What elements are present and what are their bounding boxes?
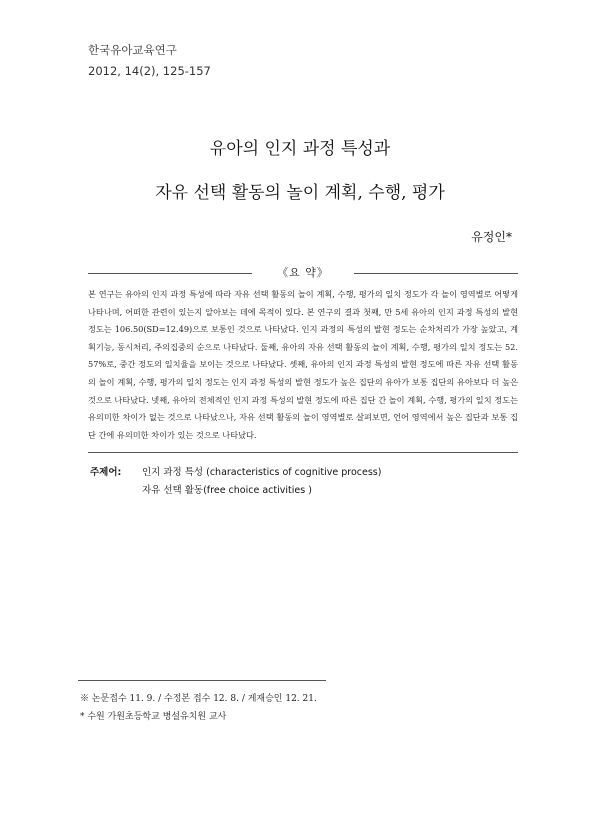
author-name: 유정인* (471, 230, 512, 244)
footnotes (80, 690, 317, 726)
footnote-affiliation: * 수원 가원초등학교 병설유치원 교사 (80, 712, 227, 722)
keywords-label: 주제어: (90, 467, 122, 478)
paper-title-line2: 자유 선택 활동의 놀이 계획, 수행, 평가 (155, 183, 445, 203)
abstract-body: 본 연구는 유아의 인지 과정 특성에 따라 자유 선택 활동의 놀이 계획, 수행, 평가의 일치 정도가 각 놀이 영역별로 어떻게 나타나며, 어떠한 관련이 있는지 알아보는 데에 목적이 있다. 본 연구의 결과 첫째, 만 5세 유아의 인지 과정 특성의 발현 정도는 106.50(SD=12.49)으로 보통인 것으로 나타났다. 인지 과정의 특성의 발현 정도는 순차처리가 가장 높았고, 계획기능, 동시처리, 주의집중의 순으로 나타났다. 둘째, 유아의 자유 선택 활동의 놀이 계획, 수행, 평가의 일치 정도는 52.57%로, 중간 정도의 일치율을 보이는 것으로 나타났다. 셋째, 유아의 인지 과정 특성의 발현 정도에 따른 자유 선택 활동의 놀이 계획, 수행, 평가의 일치 정도는 인지 과정 특성의 발현 정도가 높은 집단의 유아가 보통 집단의 유아보다 더 높은 것으로 나타났다. 넷째, 유아의 전체적인 인지 과정 특성의 발현 정도에 따른 집단 간 놀이 계획, 수행, 평가의 일치 정도는 유의미한 차이가 없는 것으로 나타났으나, 자유 선택 활동의 놀이 영역별로 살펴보면, 언어 영역에서 높은 집단과 보통 집단 간에 유의미한 차이가 있는 것으로 나타났다. (88, 289, 518, 440)
journal-citation: 2012, 14(2), 125-157 (88, 64, 211, 78)
keyword-item: 자유 선택 활동(free choice activities ) (142, 485, 312, 496)
journal-header (88, 40, 211, 82)
journal-name: 한국유아교육연구 (88, 43, 177, 57)
abstract-bottom-rule (88, 452, 518, 453)
paper-title-line1: 유아의 인지 과정 특성과 (209, 139, 391, 159)
abstract-heading-bar (88, 266, 518, 280)
keyword-item: 인지 과정 특성 (characteristics of cognitive process) (142, 467, 382, 478)
abstract-rule-right (354, 273, 518, 274)
footnote-dates: ※ 논문접수 11. 9. / 수정본 접수 12. 8. / 게재승인 12. 21. (80, 694, 317, 704)
footnote-divider (78, 680, 326, 681)
abstract-section (88, 266, 518, 453)
abstract-heading: 《요 약》 (277, 266, 329, 279)
keywords-section (90, 464, 381, 500)
